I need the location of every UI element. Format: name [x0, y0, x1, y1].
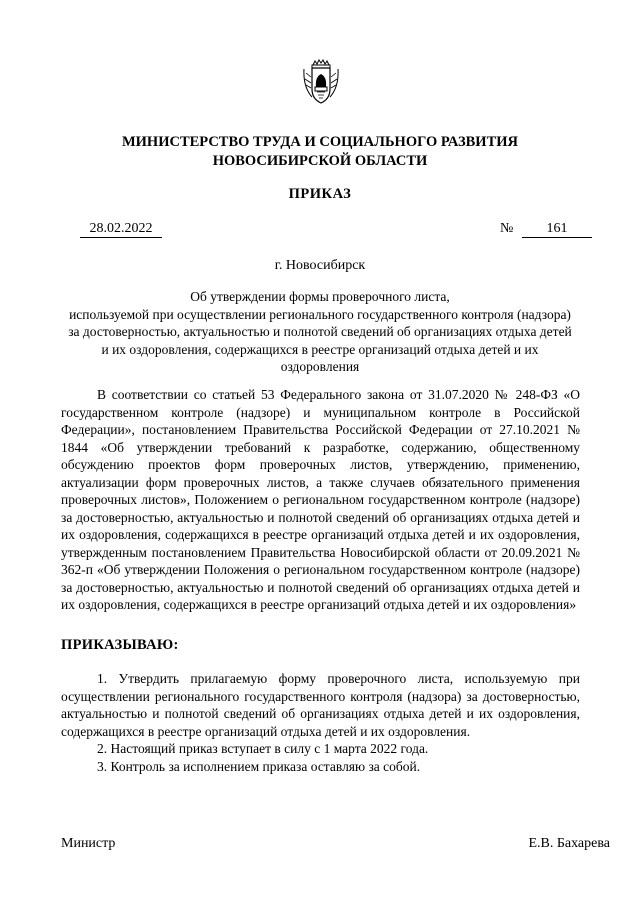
- order-subject: Об утверждении формы проверочного листа, используемой при осуществлении регионального государственного контроля (надзора) за достоверностью, актуальностью и полнотой сведений об организациях отдыха детей и их оздоровления, содержащихся в реестре организаций отдыха детей и их оздоровления: [68, 289, 572, 374]
- order-number-label: №: [500, 221, 514, 236]
- coat-of-arms-emblem-icon: [303, 59, 339, 105]
- signatory-name: Е.В. Бахарева: [528, 836, 610, 851]
- order-number: 161: [522, 220, 592, 238]
- city-name: г. Новосибирск: [274, 258, 366, 273]
- preamble-paragraph: В соответствии со статьей 53 Федерального закона от 31.07.2020 № 248-ФЗ «О государственном контроле (надзоре) и муниципальном контроле в Российской Федерации», постановлением Правительства Российской Федерации от 27.10.2021 № 1844 «Об утверждении требований к разработке, содержанию, общественному обсуждению проектов форм проверочных листов, утверждению, применению, актуализации форм проверочных листов, а также случаев обязательного применения проверочных листов», Положением о региональном государственном контроле (надзоре) за достоверностью, актуальностью и полнотой сведений об организациях отдыха детей и их оздоровления, содержащихся в реестре организаций отдыха детей и их оздоровления, утвержденным постановлением Правительства Новосибирской области от 20.09.2021 № 362-п «Об утверждении Положения о региональном государственном контроле (надзоре) за достоверностью, актуальностью и полнотой сведений об организациях отдыха детей и их оздоровления, содержащихся в реестре организаций отдыха детей и их оздоровления»: [61, 387, 580, 612]
- order-item: 3. Контроль за исполнением приказа оставляю за собой.: [97, 758, 421, 774]
- signatory-position: Министр: [61, 836, 116, 851]
- order-item: 2. Настоящий приказ вступает в силу с 1 марта 2022 года.: [97, 741, 429, 756]
- order-item: 1. Утвердить прилагаемую форму проверочного листа, используемую при осуществлении регионального государственного контроля (надзора) за достоверностью, актуальностью и полнотой сведений об организациях отдыха детей и их оздоровления, содержащихся в реестре организаций отдыха детей и их оздоровления.: [61, 671, 580, 739]
- order-date: 28.02.2022: [80, 220, 162, 238]
- ministry-name: МИНИСТЕРСТВО ТРУДА И СОЦИАЛЬНОГО РАЗВИТИЯ НОВОСИБИРСКОЙ ОБЛАСТИ: [121, 134, 519, 169]
- order-items: [61, 670, 580, 775]
- document-type-title: ПРИКАЗ: [288, 186, 352, 202]
- order-directive-word: ПРИКАЗЫВАЮ:: [61, 637, 179, 653]
